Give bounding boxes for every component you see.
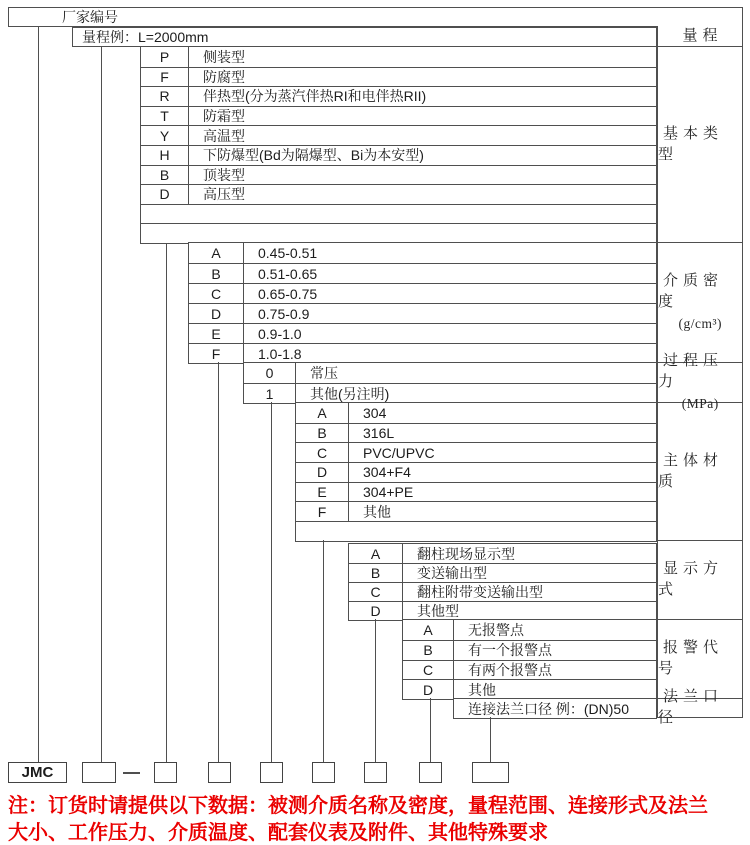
- category-pressure: 过程压力 (MPa): [658, 362, 742, 402]
- table-row: [141, 184, 656, 204]
- code-cell: D: [349, 602, 403, 620]
- connector-line-range: [101, 47, 102, 763]
- desc-cell: 其他型: [417, 603, 459, 619]
- desc-cell: 下防爆型(Bd为隔爆型、Bi为本安型): [203, 147, 424, 164]
- desc-cell: 有两个报警点: [468, 662, 552, 678]
- table-row: [296, 482, 656, 502]
- connector-line-basic: [166, 243, 167, 763]
- maker-number-label: 厂家编号: [62, 9, 118, 25]
- desc-cell: 高压型: [203, 186, 245, 203]
- table-row: [141, 67, 656, 87]
- code-cell: A: [296, 403, 349, 423]
- code-cell: D: [403, 680, 454, 699]
- order-note-line1: 注：订货时请提供以下数据：被测介质名称及密度，量程范围、连接形式及法兰: [8, 795, 708, 817]
- desc-cell: 翻柱现场显示型: [417, 545, 515, 562]
- table-row: [141, 223, 656, 243]
- maker-number-row: [8, 7, 743, 27]
- desc-cell: 0.51-0.65: [258, 265, 318, 282]
- table-row: [454, 699, 656, 718]
- code-box-material: [312, 762, 335, 783]
- code-box-density: [208, 762, 231, 783]
- table-row: [403, 660, 656, 680]
- code-cell: C: [403, 661, 454, 680]
- connector-line-flange: [490, 717, 491, 763]
- density-table: [188, 242, 657, 364]
- desc-cell: [189, 205, 656, 224]
- code-box-basic: [154, 762, 177, 783]
- desc-cell: 连接法兰口径 例：(DN)50: [468, 700, 630, 717]
- desc-cell: 0.45-0.51: [258, 245, 318, 261]
- code-cell: F: [141, 68, 189, 87]
- table-row: [189, 263, 656, 283]
- table-row: [349, 563, 656, 582]
- code-cell: B: [141, 166, 189, 185]
- table-row: [296, 442, 656, 462]
- table-row: [403, 620, 656, 640]
- code-cell: C: [349, 583, 403, 601]
- desc-cell: 高温型: [203, 127, 245, 144]
- desc-cell: 304+PE: [363, 484, 414, 501]
- code-cell: T: [141, 107, 189, 126]
- desc-cell: 翻柱附带变送输出型: [417, 584, 543, 600]
- desc-cell: 1.0-1.8: [258, 345, 302, 362]
- table-row: [403, 640, 656, 660]
- flange-size-row: [453, 698, 657, 719]
- category-flange-size: 法兰口径: [658, 698, 742, 717]
- desc-cell: 防腐型: [203, 68, 245, 85]
- desc-cell: 其他(另注明): [310, 385, 390, 402]
- connector-line-maker: [38, 27, 39, 763]
- connector-line-display: [375, 619, 376, 763]
- code-cell: D: [141, 185, 189, 204]
- material-table: [295, 402, 657, 542]
- table-row: [141, 125, 656, 145]
- category-display-mode: 显示方式: [658, 540, 742, 619]
- connector-line-material: [323, 540, 324, 763]
- table-row: [141, 145, 656, 165]
- category-range: 量程: [682, 27, 723, 44]
- table-row: [244, 383, 656, 403]
- table-row: [189, 343, 656, 363]
- code-cell: [141, 205, 189, 224]
- table-row: [296, 403, 656, 423]
- dash-separator: [123, 772, 140, 774]
- code-cell: F: [296, 502, 349, 521]
- range-example-label: 量程例：L=2000mm: [82, 29, 209, 45]
- connector-line-density: [218, 362, 219, 763]
- category-column: [657, 26, 743, 726]
- code-cell: D: [189, 304, 244, 323]
- table-row: [296, 501, 656, 521]
- desc-cell: 316L: [363, 425, 395, 442]
- order-note: [8, 793, 748, 845]
- desc-cell: 无报警点: [468, 621, 524, 638]
- desc-cell: [349, 522, 656, 541]
- model-prefix-box: JMC: [8, 762, 67, 783]
- display-mode-table: [348, 543, 657, 621]
- code-box-range: [82, 762, 116, 783]
- desc-cell: 常压: [310, 365, 338, 381]
- table-row: [141, 47, 656, 67]
- code-cell: F: [189, 344, 244, 363]
- code-cell: [141, 224, 189, 243]
- table-row: [189, 323, 656, 343]
- desc-cell: 顶装型: [203, 166, 245, 183]
- code-cell: 1: [244, 384, 296, 403]
- code-box-flange: [472, 762, 509, 783]
- alarm-code-table: [402, 619, 657, 700]
- code-cell: C: [296, 443, 349, 462]
- code-cell: H: [141, 146, 189, 165]
- desc-cell: 侧装型: [203, 48, 245, 65]
- table-row: [189, 303, 656, 323]
- category-alarm-code: 报警代号: [658, 619, 742, 698]
- desc-cell: [189, 224, 656, 243]
- table-row: [141, 86, 656, 106]
- code-box-alarm: [419, 762, 442, 783]
- table-row: [141, 165, 656, 185]
- basic-type-table: [140, 46, 657, 244]
- code-cell: A: [349, 544, 403, 563]
- category-density: 介质密度 (g/cm³): [658, 242, 742, 362]
- code-cell: B: [349, 564, 403, 582]
- table-row: [141, 106, 656, 126]
- code-box-display: [364, 762, 387, 783]
- code-cell: A: [403, 620, 454, 640]
- table-row: [349, 544, 656, 563]
- desc-cell: 伴热型(分为蒸汽伴热RI和电伴热RII): [203, 88, 427, 105]
- table-row: [189, 283, 656, 303]
- table-row: [296, 462, 656, 482]
- table-row: [349, 582, 656, 601]
- code-cell: D: [296, 463, 349, 482]
- desc-cell: 有一个报警点: [468, 642, 552, 659]
- code-cell: E: [189, 324, 244, 343]
- code-cell: B: [296, 424, 349, 443]
- connector-line-alarm: [430, 698, 431, 763]
- code-cell: R: [141, 87, 189, 106]
- code-cell: A: [189, 243, 244, 263]
- desc-cell: 0.65-0.75: [258, 285, 318, 302]
- code-cell: P: [141, 47, 189, 67]
- pressure-table: [243, 362, 657, 404]
- code-cell: 0: [244, 363, 296, 383]
- desc-cell: 0.75-0.9: [258, 305, 310, 322]
- table-row: [141, 204, 656, 224]
- code-cell: [296, 522, 349, 541]
- table-row: [349, 601, 656, 620]
- table-row: [296, 423, 656, 443]
- desc-cell: 304+F4: [363, 464, 411, 481]
- desc-cell: PVC/UPVC: [363, 444, 435, 461]
- table-row: [189, 243, 656, 263]
- desc-cell: 变送输出型: [417, 565, 487, 581]
- code-box-pressure: [260, 762, 283, 783]
- order-note-line2: 大小、工作压力、介质温度、配套仪表及附件、其他特殊要求: [8, 821, 548, 844]
- table-row: [403, 679, 656, 699]
- desc-cell: 防霜型: [203, 108, 245, 125]
- code-cell: E: [296, 483, 349, 502]
- connector-line-pressure: [271, 402, 272, 763]
- category-material: 主体材质: [658, 402, 742, 540]
- desc-cell: 其他: [468, 681, 496, 698]
- desc-cell: 304: [363, 404, 387, 421]
- table-row: [244, 363, 656, 383]
- code-cell: C: [189, 284, 244, 303]
- desc-cell: 0.9-1.0: [258, 325, 302, 342]
- table-row: [296, 521, 656, 541]
- category-basic-type: 基本类型: [658, 46, 742, 242]
- code-cell: Y: [141, 126, 189, 145]
- code-cell: B: [403, 641, 454, 660]
- range-row: [72, 27, 657, 47]
- desc-cell: 其他: [363, 503, 391, 520]
- code-cell: B: [189, 264, 244, 283]
